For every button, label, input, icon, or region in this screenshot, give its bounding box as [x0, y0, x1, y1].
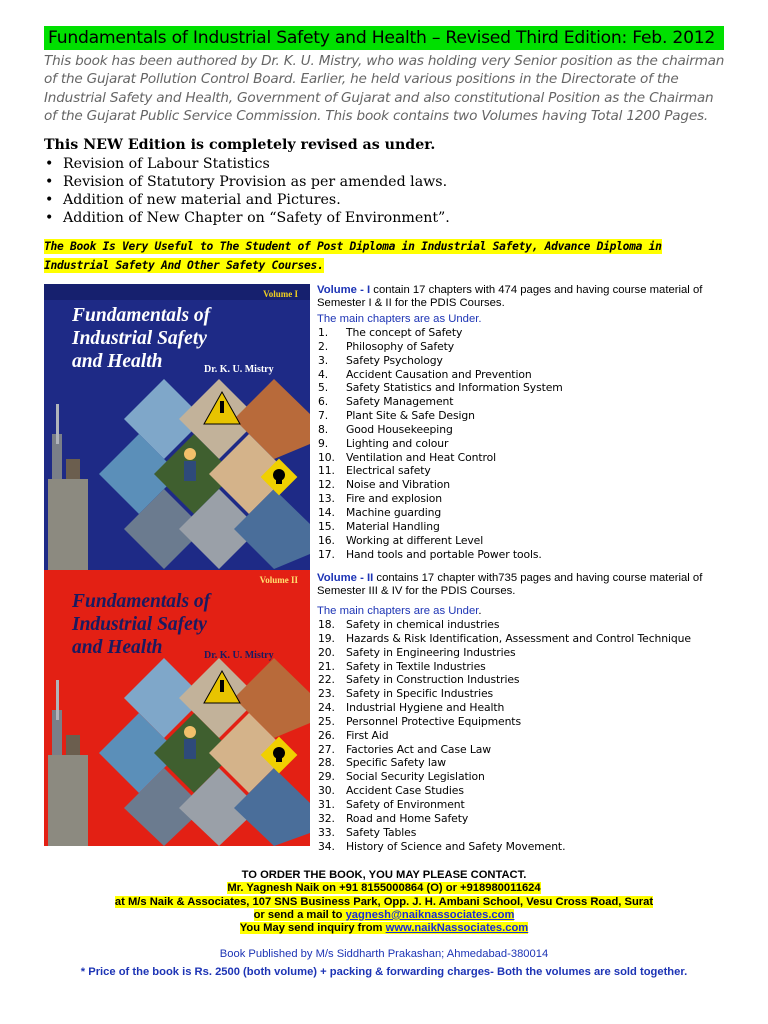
email-link[interactable]: yagnesh@naiknassociates.com: [345, 908, 515, 921]
useful-note-line2: Industrial Safety And Other Safety Courses.: [44, 259, 324, 272]
chapter-title: Social Security Legislation: [346, 770, 485, 784]
chapter-number: 14.: [318, 505, 335, 519]
chapter-title: Safety Management: [346, 395, 454, 409]
chapter-title: Safety in Construction Industries: [346, 673, 520, 687]
chapter-title: Factories Act and Case Law: [346, 742, 492, 756]
chapter-title: Philosophy of Safety: [346, 339, 455, 353]
chapter-title: Specific Safety law: [346, 756, 446, 770]
chapter-number: 17.: [318, 547, 335, 561]
page-title: Fundamentals of Industrial Safety and Health – Revised Third Edition: Feb. 2012: [48, 28, 716, 48]
chapter-number: 8.: [318, 422, 329, 436]
chapter-item: [318, 756, 691, 770]
worker-icon: [184, 726, 196, 759]
order-contact-block: [44, 869, 724, 935]
volume1-cover-label: Volume I: [263, 289, 298, 299]
chapter-item: [318, 812, 691, 826]
chapter-number: 16.: [318, 533, 335, 547]
chapter-item: [318, 478, 563, 492]
volume2-cover-title: Fundamentals of Industrial Safety and Health: [72, 591, 211, 658]
chapter-number: 21.: [318, 659, 335, 673]
chapter-item: [318, 506, 563, 520]
chapter-number: 2.: [318, 339, 329, 353]
chapter-item: [318, 326, 563, 340]
chapter-item: [318, 646, 691, 660]
volume1-cover-author: Dr. K. U. Mistry: [204, 364, 274, 375]
chapter-title: Machine guarding: [346, 505, 442, 519]
chapter-title: Industrial Hygiene and Health: [346, 701, 505, 715]
order-contact-phone: Mr. Yagnesh Naik on +91 8155000864 (O) or +918980011624: [227, 882, 541, 895]
chapter-item: [318, 423, 563, 437]
volume1-cover-image: [44, 284, 310, 570]
chapter-number: 27.: [318, 742, 335, 756]
chapter-number: 29.: [318, 770, 335, 784]
chapter-title: Safety in Engineering Industries: [346, 645, 516, 659]
chapter-title: Road and Home Safety: [346, 811, 469, 825]
chapter-number: 19.: [318, 631, 335, 645]
chapter-title: History of Science and Safety Movement.: [346, 839, 566, 853]
chapter-item: [318, 729, 691, 743]
chapter-item: [318, 492, 563, 506]
chapter-title: Safety of Environment: [346, 797, 465, 811]
volume2-chapters-heading-dot: .: [478, 605, 482, 617]
chapter-item: [318, 451, 563, 465]
chapter-item: [318, 368, 563, 382]
publisher-line: Book Published by M/s Siddharth Prakashan; Ahmedabad-380014: [219, 948, 549, 960]
chapter-number: 25.: [318, 714, 335, 728]
volume2-cover-author: Dr. K. U. Mistry: [204, 650, 274, 661]
chapter-title: Accident Case Studies: [346, 784, 464, 798]
chapter-item: [318, 520, 563, 534]
chapter-number: 28.: [318, 756, 335, 770]
chapter-number: 12.: [318, 478, 335, 492]
chapter-title: Noise and Vibration: [346, 478, 450, 492]
order-mail-prefix: or send a mail to: [253, 908, 346, 921]
chapter-title: Hand tools and portable Power tools.: [346, 547, 542, 561]
volume2-name: Volume - II: [317, 572, 374, 584]
chapter-item: [318, 715, 691, 729]
useful-note: [44, 237, 729, 275]
chapter-item: [318, 395, 563, 409]
chapter-number: 1.: [318, 326, 329, 339]
chapter-item: [318, 660, 691, 674]
chapter-title: First Aid: [346, 728, 389, 742]
chapter-number: 30.: [318, 784, 335, 798]
chapter-title: Hazards & Risk Identification, Assessment and Control Technique: [346, 631, 691, 645]
chapter-item: [318, 673, 691, 687]
chapter-item: [318, 701, 691, 715]
worker-icon: [184, 448, 196, 481]
chapter-number: 34.: [318, 839, 335, 853]
chapter-number: 26.: [318, 728, 335, 742]
edition-heading: This NEW Edition is completely revised as under.: [44, 137, 436, 153]
chapter-title: Personnel Protective Equipments: [346, 714, 521, 728]
chapter-title: Safety in chemical industries: [346, 618, 500, 631]
revision-item: • Revision of Labour Statistics: [44, 155, 450, 173]
revision-list: [44, 155, 450, 227]
chapter-item: [318, 340, 563, 354]
volume1-description: [317, 284, 732, 311]
chapter-item: [318, 798, 691, 812]
chapter-title: Safety Tables: [346, 825, 417, 839]
chapter-item: [318, 770, 691, 784]
chapter-number: 6.: [318, 395, 329, 409]
volume1-chapter-list: [318, 326, 563, 561]
chapter-number: 4.: [318, 367, 329, 381]
chapter-item: [318, 548, 563, 562]
chapter-item: [318, 437, 563, 451]
chapter-item: [318, 632, 691, 646]
chapter-title: The concept of Safety: [346, 326, 463, 339]
volume2-cover-label: Volume II: [259, 575, 298, 585]
volume2-description: [317, 572, 732, 599]
order-line1: TO ORDER THE BOOK, YOU MAY PLEASE CONTACT.: [241, 869, 527, 881]
volume1-cover-title: Fundamentals of Industrial Safety and Health: [72, 305, 211, 372]
intro-paragraph: This book has been authored by Dr. K. U. Mistry, who was holding very Senior position as the chairman of the Gujarat Pollution Control Board. Earlier, he held various positions in the Directorate of the Industrial Safety and Health, Government of Gujarat and also constitutional Position as the Chairman of the Gujarat Public Service Commission. This book contains two Volumes having Total 1200 Pages.: [44, 53, 725, 124]
chapter-title: Ventilation and Heat Control: [346, 450, 497, 464]
website-link[interactable]: www.naikNassociates.com: [385, 922, 529, 935]
chapter-item: [318, 826, 691, 840]
chapter-number: 20.: [318, 645, 335, 659]
volume1-chapters-heading: The main chapters are as Under.: [317, 313, 482, 325]
chapter-title: Safety in Textile Industries: [346, 659, 486, 673]
chapter-number: 31.: [318, 797, 335, 811]
chapter-item: [318, 687, 691, 701]
chapter-title: Safety in Specific Industries: [346, 687, 494, 701]
chapter-title: Good Housekeeping: [346, 422, 453, 436]
chapter-title: Fire and explosion: [346, 492, 443, 506]
volume2-chapters-heading: [317, 605, 482, 617]
revision-item: • Addition of new material and Pictures.: [44, 191, 450, 209]
chapter-item: [318, 464, 563, 478]
chapter-number: 3.: [318, 353, 329, 367]
useful-note-line1: The Book Is Very Useful to The Student of Post Diploma in Industrial Safety, Advance Diploma in: [44, 240, 662, 253]
chapter-number: 11.: [318, 464, 335, 478]
chapter-number: 9.: [318, 436, 329, 450]
chapter-title: Safety Psychology: [346, 353, 443, 367]
volume1-desc: contain 17 chapters with 474 pages and having course material of Semester I & II for the PDIS Courses.: [317, 284, 703, 310]
chapter-number: 7.: [318, 409, 329, 423]
volume2-desc: contains 17 chapter with735 pages and having course material of Semester III & IV for the PDIS Courses.: [317, 572, 703, 598]
chapter-number: 13.: [318, 492, 335, 506]
chapter-title: Lighting and colour: [346, 436, 449, 450]
chapter-number: 15.: [318, 519, 335, 533]
chapter-title: Plant Site & Safe Design: [346, 409, 475, 423]
chapter-title: Safety Statistics and Information System: [346, 381, 563, 395]
volume2-cover-image: [44, 570, 310, 846]
chapter-item: [318, 618, 691, 632]
chapter-number: 18.: [318, 618, 335, 631]
chapter-title: Material Handling: [346, 519, 440, 533]
order-contact-address: at M/s Naik & Associates, 107 SNS Business Park, Opp. J. H. Ambani School, Vesu Cross Road, Surat: [114, 895, 654, 908]
chapter-item: [318, 784, 691, 798]
volume1-name: Volume - I: [317, 284, 371, 296]
chapter-title: Accident Causation and Prevention: [346, 367, 532, 381]
chapter-number: 23.: [318, 687, 335, 701]
chapter-number: 33.: [318, 825, 335, 839]
chapter-item: [318, 534, 563, 548]
revision-item: • Addition of New Chapter on “Safety of Environment”.: [44, 209, 450, 227]
chapter-number: 32.: [318, 811, 335, 825]
chapter-title: Working at different Level: [346, 533, 484, 547]
chapter-number: 5.: [318, 381, 329, 395]
chapter-item: [318, 409, 563, 423]
order-inquiry-prefix: You May send inquiry from: [239, 922, 386, 935]
chapter-number: 10.: [318, 450, 335, 464]
chapter-number: 24.: [318, 701, 335, 715]
volume2-chapters-heading-text: The main chapters are as Under: [317, 605, 479, 617]
volume2-chapter-list: [318, 618, 691, 853]
chapter-number: 22.: [318, 673, 335, 687]
chapter-item: [318, 743, 691, 757]
chapter-item: [318, 354, 563, 368]
revision-item: • Revision of Statutory Provision as per amended laws.: [44, 173, 450, 191]
chapter-item: [318, 840, 691, 854]
chapter-title: Electrical safety: [346, 464, 431, 478]
chapter-item: [318, 381, 563, 395]
price-note: * Price of the book is Rs. 2500 (both volume) + packing & forwarding charges- Both the volumes are sold together.: [80, 966, 688, 978]
